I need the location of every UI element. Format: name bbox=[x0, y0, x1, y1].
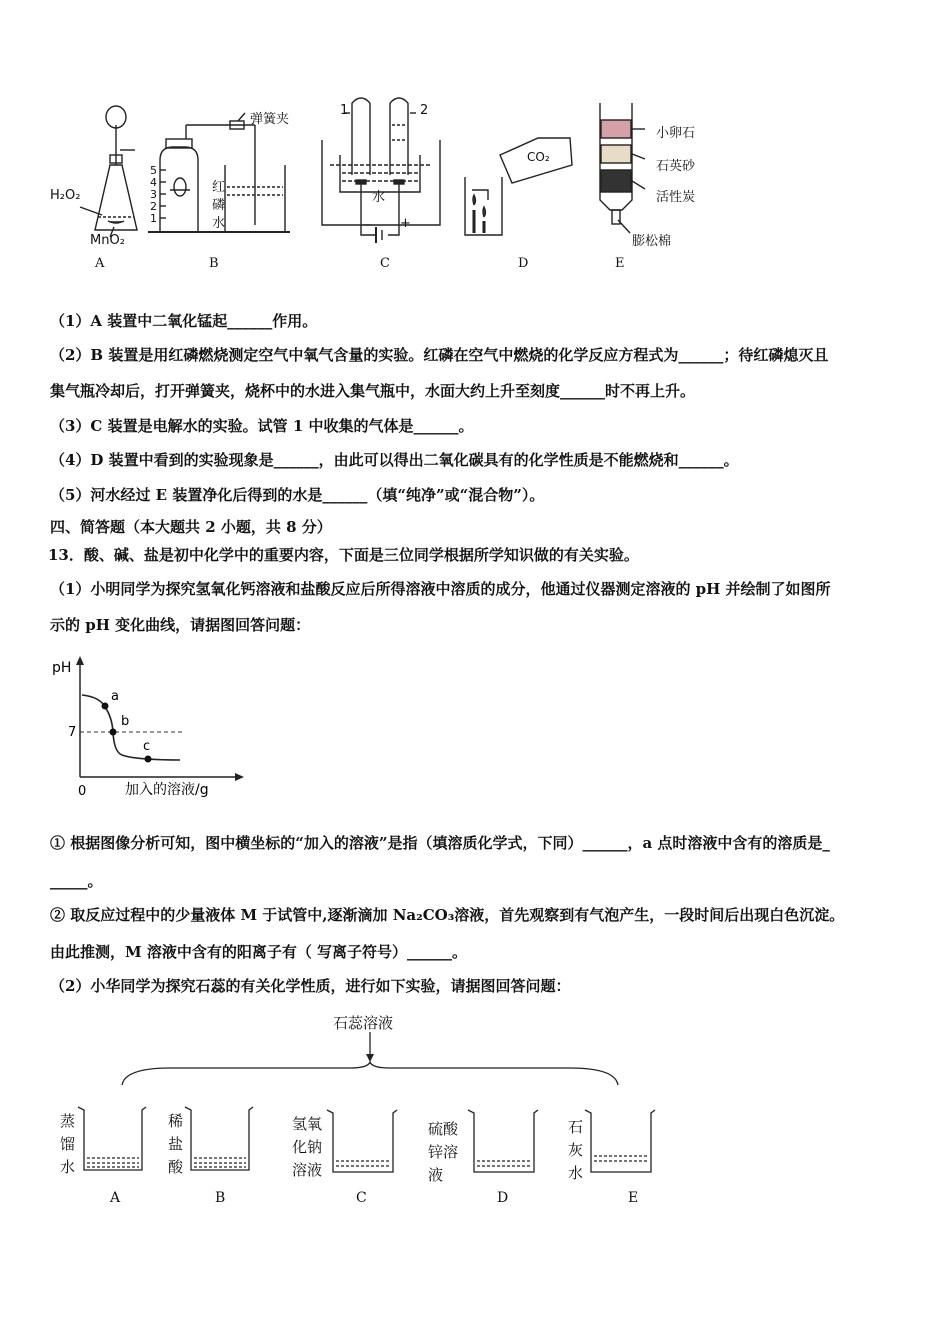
apparatus-figure bbox=[40, 95, 920, 270]
ph-point-a bbox=[102, 703, 109, 710]
brace bbox=[122, 1062, 618, 1085]
c-minus-label: − bbox=[362, 218, 373, 233]
ph-point-c bbox=[145, 756, 152, 763]
beaker-d-label: 硫酸 锌溶 液 bbox=[428, 1120, 459, 1184]
question-3: （3）C 装置是电解水的实验。试管 1 中收集的气体是______。 bbox=[50, 417, 474, 435]
beaker-b-label: 稀 盐 酸 bbox=[168, 1112, 184, 1176]
ph-label-a: a bbox=[111, 689, 119, 704]
ph-seven-label: 7 bbox=[68, 725, 77, 740]
a-mno2-label: MnO₂ bbox=[90, 233, 125, 248]
ph-label-c: c bbox=[143, 739, 151, 754]
beaker-b-caption: B bbox=[215, 1190, 226, 1206]
beaker-a-caption: A bbox=[110, 1190, 121, 1206]
b-red-label: 红 bbox=[212, 180, 226, 195]
beaker-e bbox=[585, 1110, 655, 1172]
e-layer1-label: 小卵石 bbox=[656, 126, 696, 141]
b-scale-4: 4 bbox=[150, 176, 157, 189]
apparatus-e bbox=[600, 103, 645, 233]
q13-part1-line2: 示的 pH 变化曲线，请据图回答问题： bbox=[50, 616, 311, 634]
apparatus-a bbox=[80, 106, 137, 237]
b-phos-label: 磷 bbox=[212, 198, 226, 213]
ph-origin-label: 0 bbox=[78, 784, 87, 799]
litmus-title: 石蕊溶液 bbox=[333, 1014, 394, 1032]
q13-sub2-line2: 由此推测，M 溶液中含有的阳离子有（ 写离子符号）______。 bbox=[50, 943, 468, 961]
question-4: （4）D 装置中看到的实验现象是______，由此可以得出二氧化碳具有的化学性质是不能燃烧和______。 bbox=[50, 451, 739, 469]
caption-b: B bbox=[209, 256, 219, 271]
c-tube2-label: 2 bbox=[420, 103, 429, 118]
question-2-line1: （2）B 装置是用红磷燃烧测定空气中氧气含量的实验。红磷在空气中燃烧的化学反应方程式为______；待红磷熄灭且 bbox=[50, 346, 829, 364]
caption-c: C bbox=[380, 256, 390, 271]
apparatus-c bbox=[322, 98, 440, 243]
b-scale-3: 3 bbox=[150, 188, 157, 201]
c-plus-label: + bbox=[400, 216, 411, 231]
beaker-b bbox=[185, 1107, 253, 1170]
ph-xlabel: 加入的溶液/g bbox=[125, 782, 209, 798]
ph-curve bbox=[82, 695, 180, 760]
b-clip-label: 弹簧夹 bbox=[250, 112, 290, 127]
b-scale-5: 5 bbox=[150, 164, 157, 177]
ph-y-arrow bbox=[76, 656, 84, 665]
beaker-e-label: 石 灰 水 bbox=[568, 1118, 584, 1182]
beaker-d bbox=[468, 1110, 538, 1172]
beaker-c bbox=[327, 1110, 397, 1172]
beaker-a bbox=[78, 1107, 146, 1170]
ph-x-arrow bbox=[235, 773, 244, 781]
e-layer4-label: 膨松棉 bbox=[632, 234, 672, 249]
section-4-heading: 四、简答题（本大题共 2 小题，共 8 分） bbox=[50, 518, 332, 536]
beaker-d-caption: D bbox=[497, 1190, 509, 1206]
e-layer3-label: 活性炭 bbox=[656, 190, 696, 205]
ph-label-b: b bbox=[121, 714, 130, 729]
d-gas-label: CO₂ bbox=[527, 150, 550, 164]
beaker-a-label: 蒸 馏 水 bbox=[60, 1112, 76, 1176]
beaker-c-caption: C bbox=[356, 1190, 367, 1206]
q13-sub1-line1: ① 根据图像分析可知，图中横坐标的“加入的溶液”是指（填溶质化学式，下同）______，a 点时溶液中含有的溶质是_ bbox=[50, 834, 830, 852]
q13-sub2-line1: ② 取反应过程中的少量液体 M 于试管中,逐渐滴加 Na₂CO₃溶液，首先观察到有气泡产生，一段时间后出现白色沉淀。 bbox=[50, 906, 845, 924]
question-2-line2: 集气瓶冷却后，打开弹簧夹，烧杯中的水进入集气瓶中，水面大约上升至刻度______时不再上升。 bbox=[50, 382, 696, 400]
ph-point-b bbox=[110, 729, 117, 736]
question-1: （1）A 装置中二氧化锰起______作用。 bbox=[50, 312, 318, 330]
ph-chart bbox=[50, 652, 260, 802]
b-scale-2: 2 bbox=[150, 200, 157, 213]
caption-d: D bbox=[518, 256, 529, 271]
c-water-label: 水 bbox=[372, 190, 386, 205]
apparatus-d bbox=[465, 138, 572, 235]
beaker-c-label: 氢氧 化钠 溶液 bbox=[292, 1115, 323, 1179]
a-h2o2-label: H₂O₂ bbox=[50, 188, 81, 203]
c-tube1-label: 1 bbox=[340, 103, 349, 118]
caption-a: A bbox=[95, 256, 105, 271]
q13-part1-line1: （1）小明同学为探究氢氧化钙溶液和盐酸反应后所得溶液中溶质的成分，他通过仪器测定溶液的 pH 并绘制了如图所 bbox=[50, 580, 831, 598]
q13-part2: （2）小华同学为探究石蕊的有关化学性质，进行如下实验，请据图回答问题： bbox=[50, 977, 571, 995]
b-scale-1: 1 bbox=[150, 212, 157, 225]
q13-sub1-line2: _____。 bbox=[50, 872, 103, 890]
question-5: （5）河水经过 E 装置净化后得到的水是______（填“纯净”或“混合物”）。 bbox=[50, 486, 545, 504]
b-water-label: 水 bbox=[212, 216, 226, 231]
beaker-e-caption: E bbox=[628, 1190, 639, 1206]
e-layer2-label: 石英砂 bbox=[656, 159, 696, 174]
ph-ylabel: pH bbox=[52, 660, 72, 676]
caption-e: E bbox=[615, 256, 625, 271]
q13-intro: 13．酸、碱、盐是初中化学中的重要内容，下面是三位同学根据所学知识做的有关实验。 bbox=[48, 546, 639, 564]
